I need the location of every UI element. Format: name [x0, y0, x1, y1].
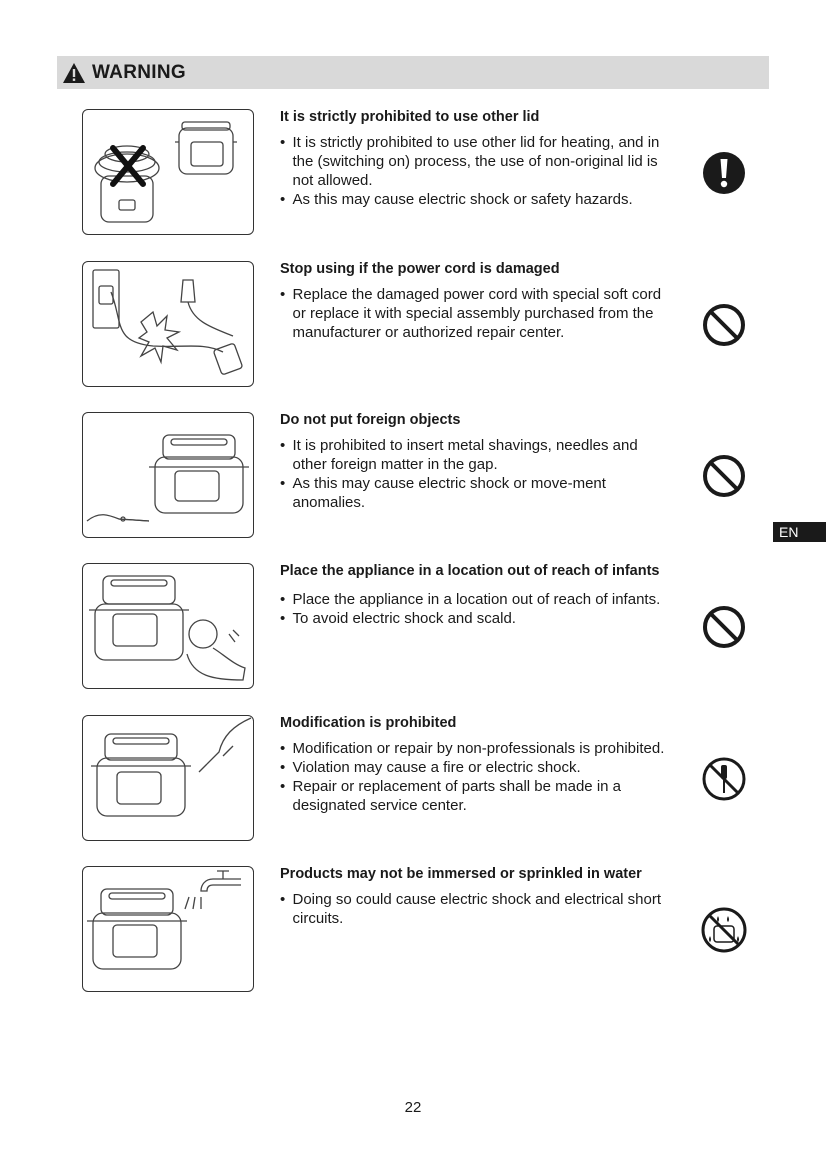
bullet-item: • Doing so could cause electric shock and electrical short circuits.: [280, 890, 665, 928]
bullet-list: [280, 285, 665, 342]
section-water: [0, 866, 826, 992]
illustration-infant: [82, 563, 254, 689]
section-power-cord: [0, 261, 826, 387]
mandatory-exclamation-icon: [700, 149, 748, 197]
bullet-list: [280, 590, 665, 628]
section-heading: Products may not be immersed or sprinkled in water: [280, 866, 642, 882]
bullet-item: • Repair or replacement of parts shall be made in a designated service center.: [280, 777, 665, 815]
prohibition-icon: [700, 301, 748, 349]
section-heading: Modification is prohibited: [280, 715, 457, 731]
bullet-list: [280, 436, 665, 512]
section-other-lid: [0, 109, 826, 235]
illustration-foreign-objects: [82, 412, 254, 538]
section-heading: Place the appliance in a location out of reach of infants: [280, 563, 660, 579]
section-modification: [0, 715, 826, 841]
bullet-item: • Place the appliance in a location out of reach of infants.: [280, 590, 665, 609]
bullet-item: • Replace the damaged power cord with special soft cord or replace it with special assembly purchased from the manufacturer or authorized repair center.: [280, 285, 665, 342]
warning-header: [57, 56, 769, 89]
bullet-list: [280, 890, 665, 928]
bullet-item: • As this may cause electric shock or safety hazards.: [280, 190, 665, 209]
illustration-modification: [82, 715, 254, 841]
section-heading: It is strictly prohibited to use other lid: [280, 109, 540, 125]
bullet-item: • It is strictly prohibited to use other lid for heating, and in the (switching on) process, the use of non-original lid is not allowed.: [280, 133, 665, 190]
warning-triangle-icon: [62, 62, 86, 84]
section-heading: Stop using if the power cord is damaged: [280, 261, 560, 277]
no-disassembly-icon: [700, 755, 748, 803]
illustration-water: [82, 866, 254, 992]
illustration-damaged-cord: [82, 261, 254, 387]
section-foreign-objects: [0, 412, 826, 538]
bullet-item: • To avoid electric shock and scald.: [280, 609, 665, 628]
bullet-item: • It is prohibited to insert metal shavings, needles and other foreign matter in the gap.: [280, 436, 665, 474]
section-infants: [0, 563, 826, 689]
warning-title: WARNING: [92, 61, 186, 83]
language-tab: EN: [773, 522, 826, 542]
page-number: 22: [404, 1099, 422, 1116]
illustration-other-lid: [82, 109, 254, 235]
bullet-item: • As this may cause electric shock or move-ment anomalies.: [280, 474, 665, 512]
prohibition-icon: [700, 603, 748, 651]
bullet-item: • Modification or repair by non-professionals is prohibited.: [280, 739, 665, 758]
bullet-list: [280, 739, 665, 815]
bullet-list: [280, 133, 665, 209]
prohibition-icon: [700, 452, 748, 500]
bullet-item: • Violation may cause a fire or electric shock.: [280, 758, 665, 777]
no-water-icon: [700, 906, 748, 954]
section-heading: Do not put foreign objects: [280, 412, 461, 428]
